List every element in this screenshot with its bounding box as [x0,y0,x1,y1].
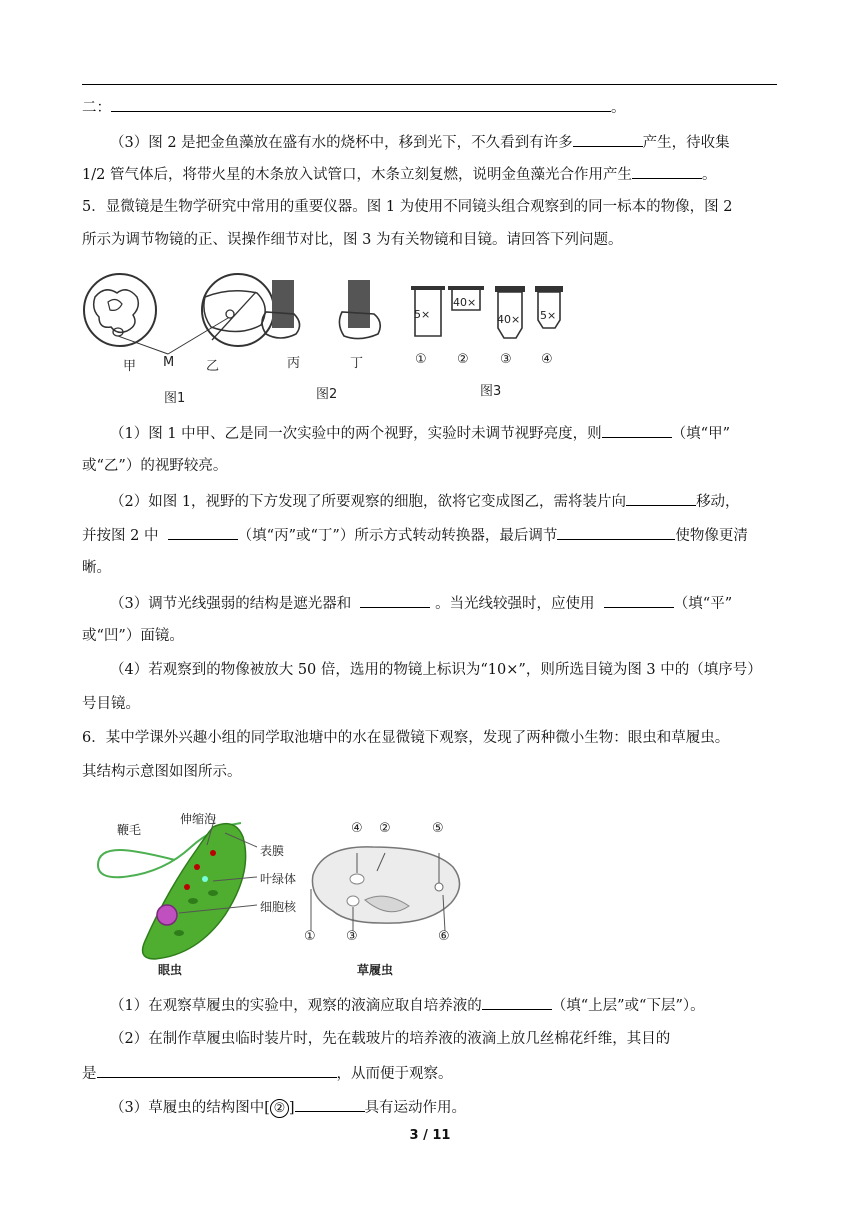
nucleus [157,905,177,925]
q5-stem-line2: 所示为调节物镜的正、误操作细节对比，图 3 为有关物镜和目镜。请回答下列问题。 [82,232,623,248]
answer-blank[interactable] [602,422,672,438]
answer-blank[interactable] [632,163,702,179]
objective-ding [348,280,370,328]
q5-4-line1: （4）若观察到的物像被放大 50 倍，选用的物镜上标识为“10×”，则所选目镜为图 3 中的（填序号） [110,662,762,678]
answer-blank[interactable] [168,524,238,540]
q6-stem-line1: 6．某中学课外兴趣小组的同学取池塘中的水在显微镜下观察，发现了两种微小生物：眼虫和草履虫。 [82,730,730,746]
view-yi [202,274,274,346]
q5-stem-line1: 5．显微镜是生物学研究中常用的重要仪器。图 1 为使用不同镜头组合观察到的同一标本的物像，图 2 [82,199,733,215]
answer-blank[interactable] [97,1062,337,1078]
q6-2-line1: （2）在制作草履虫临时装片时，先在载玻片的培养液的液滴上放几丝棉花纤维，其目的 [110,1031,671,1047]
q6-stem-line2: 其结构示意图如图所示。 [82,764,242,780]
page-number: 3 / 11 [409,1128,451,1143]
answer-blank[interactable] [295,1096,365,1112]
answer-blank[interactable] [111,96,611,112]
q4-3-line2: 1/2 管气体后，将带火星的木条放入试管口，木条立刻复燃，说明金鱼藻光合作用产生 。 [82,163,716,185]
q4-3-line1: （3）图 2 是把金鱼藻放在盛有水的烧杯中，移到光下，不久看到有许多 产生，待收集 [110,131,730,153]
answer-blank[interactable] [482,994,552,1010]
q5-2-line2: 并按图 2 中 （填“丙”或“丁”）所示方式转动转换器，最后调节 使物像更清 [82,524,748,546]
objective-bing [272,280,294,328]
answer-blank[interactable] [626,490,696,506]
q5-4-line2: 号目镜。 [82,696,140,712]
document-page: 二： 。 （3）图 2 是把金鱼藻放在盛有水的烧杯中，移到光下，不久看到有许多 产生，待收集 1/2 管气体后，将带火星的木条放入试管口，木条立刻复燃，说明金鱼藻光合作用产生 。 5．显微镜是生物学研究中常用的重要仪器。图 1 为使用不同镜头组合观察到的同一标本的物像，图 2 所示为调节物镜的正、误操作细节对比，图 3 为有关物镜和目镜。请回答下列问题。 5× 40× 40× 5× 甲 M 乙 丙 丁 ① ② ③ ④ 图1 图2 图3 （1）图 1 中甲、乙是同一次实验中的两个视野，实验时未调节视野亮度，则 （填“甲” 或“乙”）的视野较亮。 （2）如图 1，视野的下方发现了所要观察的细胞，欲将它变成图乙，需将装片向 移动， 并按图 2 中 （填“丙”或“丁”）所示方式转动转换器，最后调节 使物像更清 晰。 （3）调节光线强弱的结构是遮光器和 。当光线较强时，应使用 （填“平” 或“凹”）面镜。 （4）若观察到的物像被放大 50 倍，选用的物镜上标识为“10×”，则所选目镜为图 3 中的（填序号） 号目镜。 6．某中学课外兴趣小组的同学取池塘中的水在显微镜下观察，发现了两种微小生物：眼虫和草履虫。 其结构示意图如图所示。 鞭毛 伸缩泡 表膜 叶绿体 细胞核 ④ ② ⑤ ① ③ ⑥ 眼虫 草履虫 （1）在观察草履虫的实验中，观察的液滴应取自培养液的 （填“上层”或“下层”）。 （2）在制作草履虫临时装片时，先在载玻片的培养液的液滴上放几丝棉花纤维，其目的 是 ，从而便于观察。 （3）草履虫的结构图中[ ② ] 具有运动作用。 3 / 11 [0,0,860,1216]
q6-1-line: （1）在观察草履虫的实验中，观察的液滴应取自培养液的 （填“上层”或“下层”）。 [110,994,705,1016]
answer-blank[interactable] [604,592,674,608]
answer-blank[interactable] [360,592,430,608]
q5-1-line2: 或“乙”）的视野较亮。 [82,458,228,474]
answer-blank[interactable] [557,524,675,540]
header-rule [82,84,777,85]
answer-blank[interactable] [573,131,643,147]
q5-2-line3: 晰。 [82,560,111,576]
q5-1-line1: （1）图 1 中甲、乙是同一次实验中的两个视野，实验时未调节视野亮度，则 （填“甲” [110,422,730,444]
line-answer-2: 二： 。 [82,96,626,118]
q5-2-line1: （2）如图 1，视野的下方发现了所要观察的细胞，欲将它变成图乙，需将装片向 移动， [110,490,740,512]
q6-2-line2: 是 ，从而便于观察。 [82,1062,453,1084]
q5-3-line2: 或“凹”）面镜。 [82,628,184,644]
q5-3-line1: （3）调节光线强弱的结构是遮光器和 。当光线较强时，应使用 （填“平” [110,592,732,614]
q6-3-line: （3）草履虫的结构图中[ ② ] 具有运动作用。 [110,1096,466,1118]
